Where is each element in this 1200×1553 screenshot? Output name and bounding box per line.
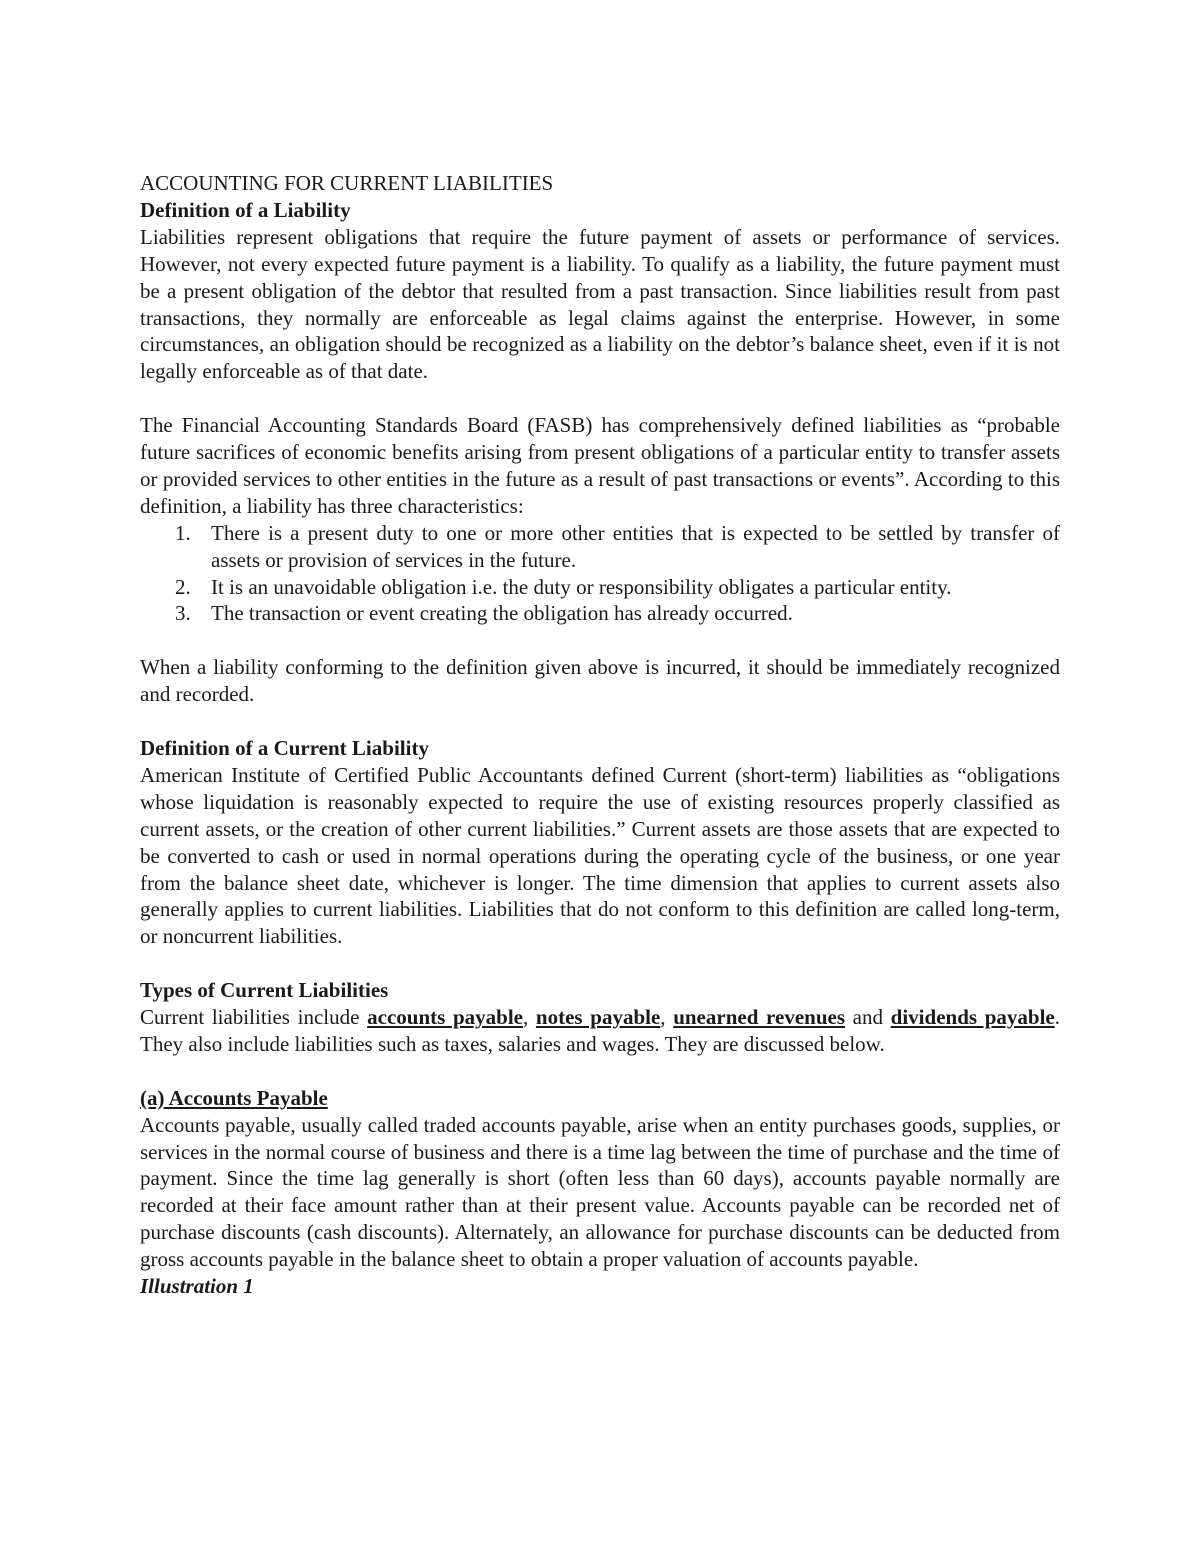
paragraph-spacer [140,708,1060,735]
paragraph-spacer [140,1058,1060,1085]
types-separator: , [660,1005,674,1030]
characteristics-list [140,520,1060,628]
term-accounts-payable: accounts payable [367,1005,523,1030]
document-page [140,170,1060,1300]
types-intro: Current liabilities include [140,1005,368,1030]
list-item [140,574,1060,601]
list-item [140,520,1060,574]
paragraph-spacer [140,385,1060,412]
heading-accounts-payable: (a) Accounts Payable [140,1085,328,1110]
list-item-text: The transaction or event creating the obligation has already occurred. [211,601,793,626]
illustration-label: Illustration 1 [140,1274,254,1299]
term-dividends-payable: dividends payable [890,1005,1055,1030]
list-item [140,600,1060,627]
paragraph-accounts-payable: Accounts payable, usually called traded accounts payable, arise when an entity purchases goods, supplies, or services in the normal course of business and there is a time lag between the time of purchase and the time of payment. Since the time lag generally is short (often less than 60 days), accounts payable normally are recorded at their face amount rather than at their present value. Accounts payable can be recorded net of purchase discounts (cash discounts). Alternately, an allowance for purchase discounts can be deducted from gross accounts payable in the balance sheet to obtain a proper valuation of accounts payable. [140,1112,1060,1272]
term-unearned-revenues: unearned revenues [673,1005,845,1030]
heading-definition-current-liability: Definition of a Current Liability [140,735,429,760]
types-separator: and [845,1005,891,1030]
types-separator: , [523,1005,536,1030]
list-number: 1. [175,520,191,545]
paragraph-current-liability: American Institute of Certified Public Accountants defined Current (short-term) liabilities as “obligations whose liquidation is reasonably expected to require the use of existing resources properly classified as current assets, or the creation of other current liabilities.” Current assets are those assets that are expected to be converted to cash or used in normal operations during the operating cycle of the business, or one year from the balance sheet date, whichever is longer. The time dimension that applies to current assets also generally applies to current liabilities. Liabilities that do not conform to this definition are called long-term, or noncurrent liabilities. [140,762,1060,949]
types-rest: . They also include liabilities such as taxes, salaries and wages. They are discussed below. [140,1005,1060,1056]
list-number: 2. [175,574,191,599]
paragraph-liability-definition: Liabilities represent obligations that require the future payment of assets or performance of services. However, not every expected future payment is a liability. To qualify as a liability, the future payment must be a present obligation of the debtor that resulted from a past transaction. Since liabilities result from past transactions, they normally are enforceable as legal claims against the enterprise. However, in some circumstances, an obligation should be recognized as a liability on the debtor’s balance sheet, even if it is not legally enforceable as of that date. [140,224,1060,384]
paragraph-spacer [140,627,1060,654]
paragraph-fasb-definition: The Financial Accounting Standards Board (FASB) has comprehensively defined liabilities as “probable future sacrifices of economic benefits arising from present obligations of a particular entity to transfer assets or provided services to other entities in the future as a result of past transactions or events”. According to this definition, a liability has three characteristics: [140,413,1060,518]
heading-types-current-liabilities: Types of Current Liabilities [140,978,389,1003]
heading-definition-liability: Definition of a Liability [140,197,351,222]
paragraph-recognition: When a liability conforming to the definition given above is incurred, it should be immediately recognized and recorded. [140,655,1060,707]
list-item-text: It is an unavoidable obligation i.e. the duty or responsibility obligates a particular entity. [211,574,952,599]
list-number: 3. [175,601,191,626]
document-title: ACCOUNTING FOR CURRENT LIABILITIES [140,171,554,195]
paragraph-spacer [140,950,1060,977]
paragraph-types [140,1004,1060,1058]
term-notes-payable: notes payable [535,1005,661,1030]
list-item-text: There is a present duty to one or more other entities that is expected to be settled by transfer of assets or provision of services in the future. [211,520,1060,572]
